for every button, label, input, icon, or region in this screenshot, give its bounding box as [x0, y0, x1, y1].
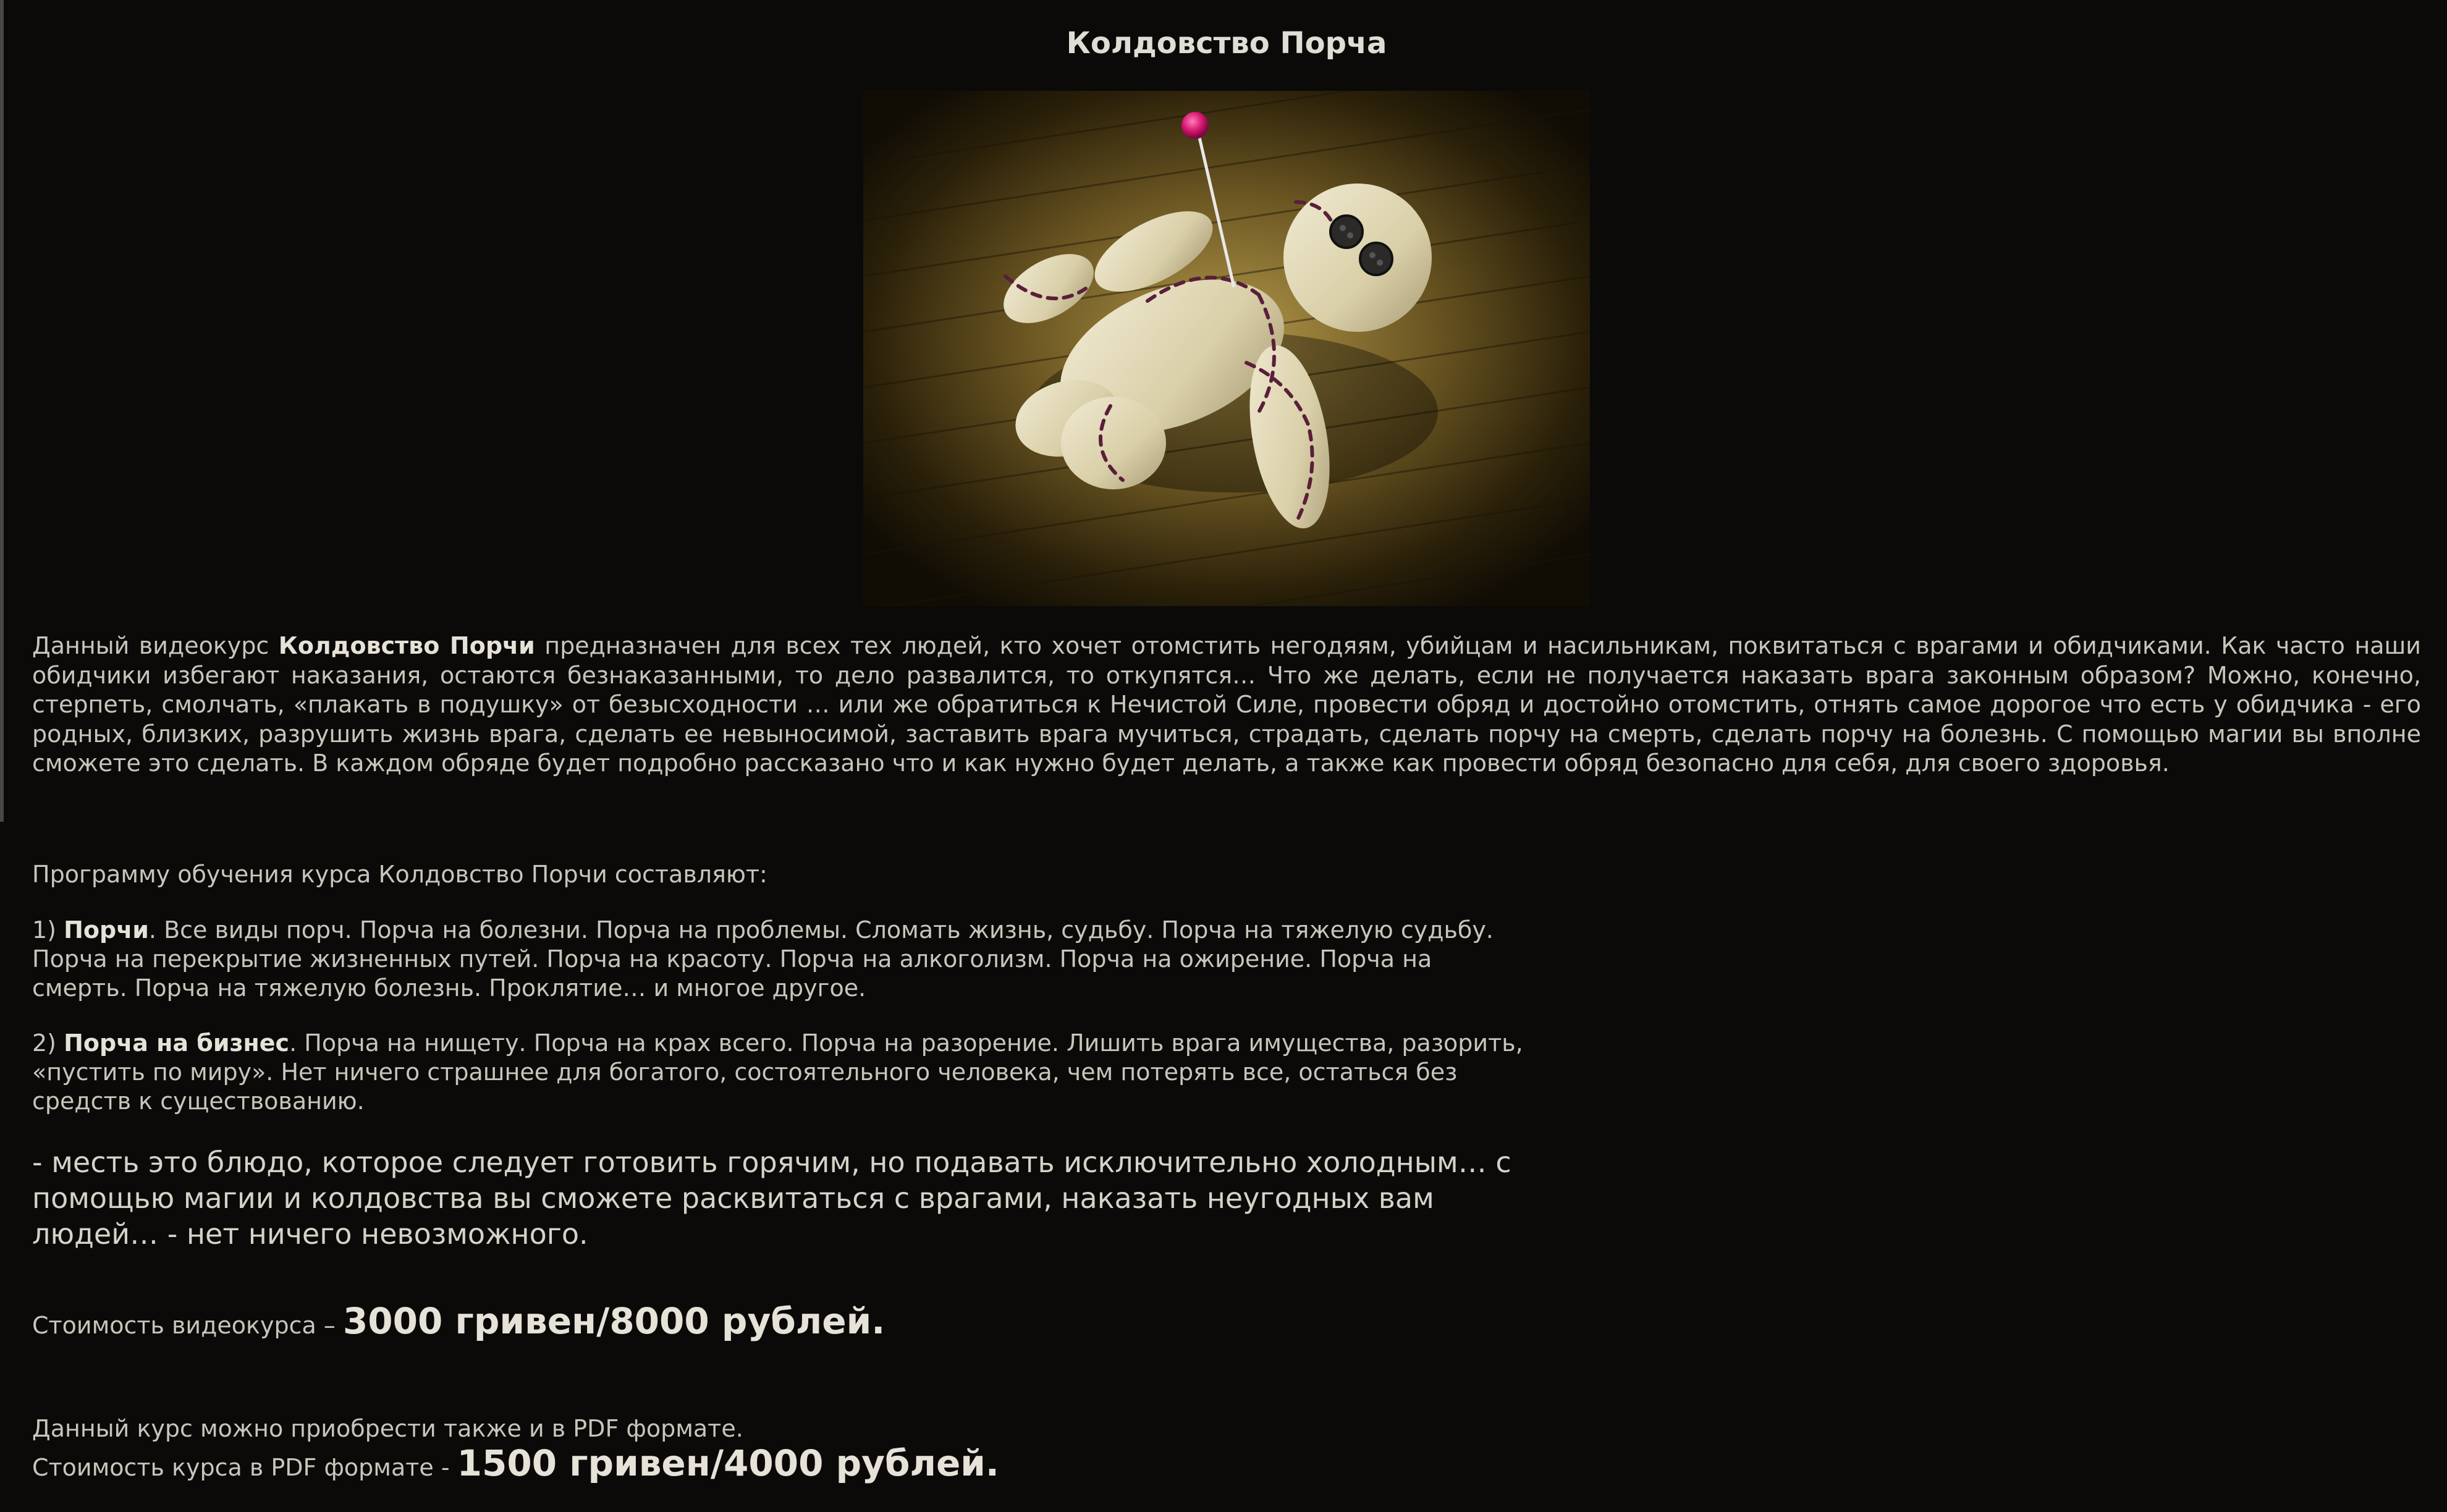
pdf-price-line [32, 1442, 999, 1484]
pdf-availability-note: Данный курс можно приобрести также и в PDF формате. [32, 1415, 743, 1442]
pdf-price-label: Стоимость курса в PDF формате - [32, 1454, 457, 1481]
voodoo-doll-icon [863, 91, 1590, 606]
program-item-title: Порчи [64, 916, 149, 944]
intro-lead-text: Данный видеокурс [32, 632, 279, 659]
course-intro-paragraph [32, 631, 2421, 779]
left-edge-bar [0, 0, 4, 822]
program-heading: Программу обучения курса Колдовство Порчи составляют: [32, 861, 767, 888]
video-price-label: Стоимость видеокурса – [32, 1312, 343, 1339]
video-price-value: 3000 гривен/8000 рублей [342, 1300, 872, 1342]
program-item-number: 1) [32, 916, 64, 944]
revenge-quote: - месть это блюдо, которое следует готовить горячим, но подавать исключительно холодным… с помощью магии и колдовства вы сможете расквитаться с врагами, наказать неугодных вам людей… - нет ничего невозможного. [32, 1146, 1511, 1251]
pdf-price-suffix: . [985, 1442, 999, 1484]
program-item-number: 2) [32, 1029, 64, 1057]
intro-body-text: предназначен для всех тех людей, кто хочет отомстить негодяям, убийцам и насильникам, поквитаться с врагами и обидчиками. Как часто наши обидчики избегают наказания, остаются безнаказанными, то дело развалится, то откупятся… Что же делать, если не получается наказать врага законным образом? Можно, конечно, стерпеть, смолчать, «плакать в подушку» от безысходности … или же обратиться к Нечистой Силе, провести обряд и достойно отомстить, отнять самое дорогое что есть у обидчика - его родных, близких, разрушить жизнь врага, сделать ее невыносимой, заставить врага мучиться, страдать, сделать порчу на смерть, сделать порчу на болезнь. С помощью магии вы вполне сможете это сделать. В каждом обряде будет подробно рассказано что и как нужно будет делать, а также как провести обряд безопасно для себя, для своего здоровья. [32, 632, 2421, 777]
pdf-price-value: 1500 гривен/4000 рублей [457, 1442, 986, 1484]
program-item-text: . Порча на нищету. Порча на крах всего. Порча на разорение. Лишить врага имущества, разорить, «пустить по миру». Нет ничего страшнее для богатого, состоятельного человека, чем потерять все, остаться без средств к существованию. [32, 1029, 1523, 1115]
program-item [32, 916, 1528, 1003]
program-item-text: . Все виды порч. Порча на болезни. Порча на проблемы. Сломать жизнь, судьбу. Порча на тяжелую судьбу. Порча на перекрытие жизненных путей. Порча на красоту. Порча на алкоголизм. Порча на ожирение. Порча на смерть. Порча на тяжелую болезнь. Проклятие… и многое другое. [32, 916, 1494, 1002]
intro-course-name: Колдовство Порчи [278, 632, 535, 659]
program-item-title: Порча на бизнес [64, 1029, 290, 1057]
video-price-line [32, 1300, 885, 1342]
video-price-suffix: . [871, 1300, 885, 1342]
program-item [32, 1029, 1528, 1116]
page-title: Колдовство Порча [1066, 26, 1387, 61]
